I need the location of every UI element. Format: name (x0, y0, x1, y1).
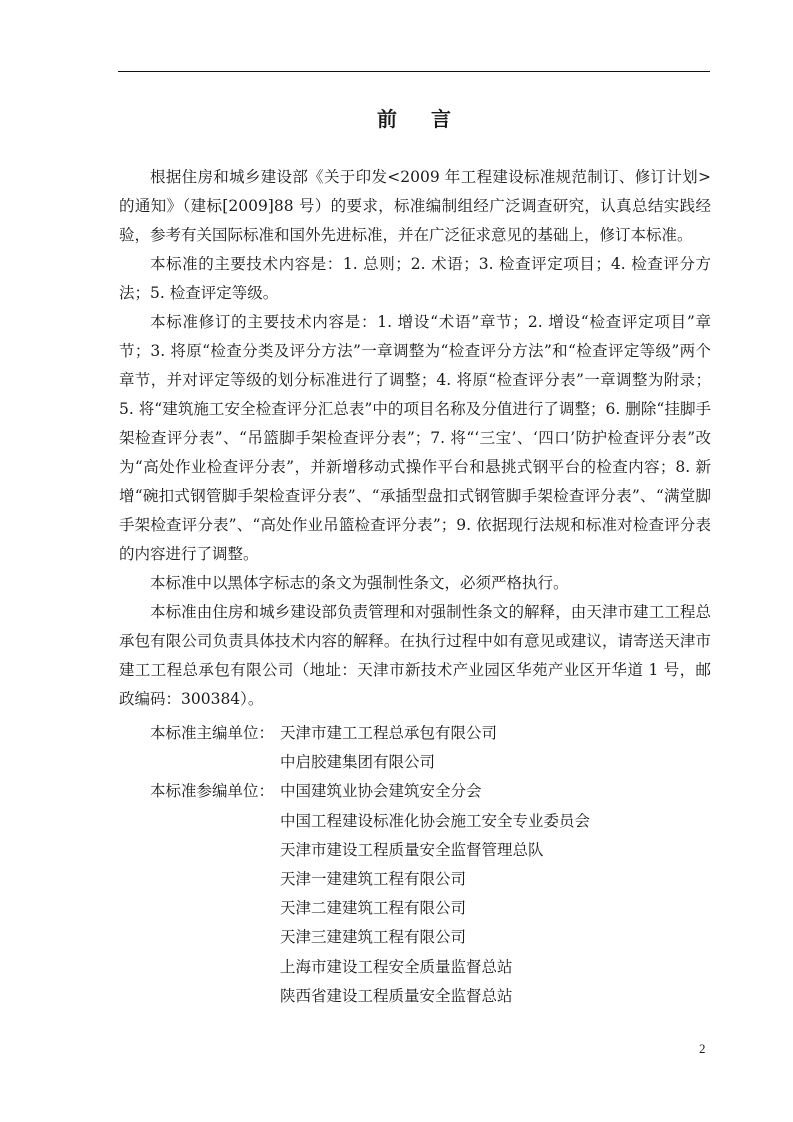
page-title (118, 103, 710, 132)
preface-body (119, 163, 711, 714)
participating-unit: 天津市建设工程质量安全监督管理总队 (280, 840, 544, 859)
participating-unit-row (150, 836, 590, 865)
participating-unit: 天津三建建筑工程有限公司 (280, 928, 467, 947)
header-rule (118, 71, 710, 72)
participating-unit-row (150, 923, 590, 952)
chief-unit: 天津市建工工程总承包有限公司 (280, 724, 498, 742)
chief-unit: 中启胶建集团有限公司 (280, 753, 436, 772)
participating-unit: 陕西省建设工程质量安全监督总站 (280, 986, 513, 1005)
participating-units-label: 本标准参编单位： (150, 782, 275, 801)
participating-unit: 天津一建建筑工程有限公司 (280, 870, 467, 889)
paragraph-mandatory: 本标准中以黑体字标志的条文为强制性条文，必须严格执行。 (150, 574, 569, 592)
paragraph-administration: 本标准由住房和城乡建设部负责管理和对强制性条文的解释，由天津市建工工程总承包有限公司负责具体技术内容的解释。在执行过程中如有意见或建议，请寄送天津市建工工程总承包有限公司（地址：天津市新技术产业园区华苑产业区开华道 1 号，邮政编码：300384）。 (119, 603, 711, 708)
chief-unit-row (150, 719, 590, 748)
participating-unit: 天津二建建筑工程有限公司 (280, 899, 467, 918)
chief-unit-row (150, 748, 590, 777)
title-char-2: 言 (431, 107, 451, 131)
participating-unit-row (150, 865, 590, 894)
participating-unit-row (150, 953, 590, 982)
participating-unit-row (150, 777, 590, 806)
participating-unit: 中国工程建设标准化协会施工安全专业委员会 (280, 811, 591, 830)
title-char-1: 前 (377, 107, 397, 131)
participating-unit: 上海市建设工程安全质量监督总站 (280, 957, 513, 976)
drafting-units (150, 719, 590, 1011)
page-number: 2 (699, 1041, 706, 1056)
participating-unit-row (150, 807, 590, 836)
paragraph-revision-content: 本标准修订的主要技术内容是：1. 增设“术语”章节；2. 增设“检查评定项目”章节；3. 将原“检查分类及评分方法”一章调整为“检查评分方法”和“检查评定等级”两个章节，并对评定等级的划分标准进行了调整；4. 将原“检查评分表”一章调整为附录；5. 将“建筑施工安全检查评分汇总表”中的项目名称及分值进行了调整；6. 删除“挂脚手架检查评分表”、“吊篮脚手架检查评分表”；7. 将“‘三宝’、‘四口’防护检查评分表”改为“高处作业检查评分表”，并新增移动式操作平台和悬挑式钢平台的检查内容；8. 新增“碗扣式钢管脚手架检查评分表”、“承插型盘扣式钢管脚手架检查评分表”、“满堂脚手架检查评分表”、“高处作业吊篮检查评分表”；9. 依据现行法规和标准对检查评分表的内容进行了调整。 (119, 313, 711, 563)
participating-unit-row (150, 894, 590, 923)
participating-unit: 中国建筑业协会建筑安全分会 (280, 782, 482, 801)
chief-units-label: 本标准主编单位： (150, 724, 275, 742)
participating-unit-row (150, 982, 590, 1011)
paragraph-basis: 根据住房和城乡建设部《关于印发<2009 年工程建设标准规范制订、修订计划>的通知》（建标[2009]88 号）的要求，标准编制组经广泛调查研究，认真总结实践经验，参考有关国际标准和国外先进标准，并在广泛征求意见的基础上，修订本标准。 (119, 168, 711, 244)
paragraph-main-content: 本标准的主要技术内容是：1. 总则；2. 术语；3. 检查评定项目；4. 检查评分方法；5. 检查评定等级。 (119, 255, 711, 302)
